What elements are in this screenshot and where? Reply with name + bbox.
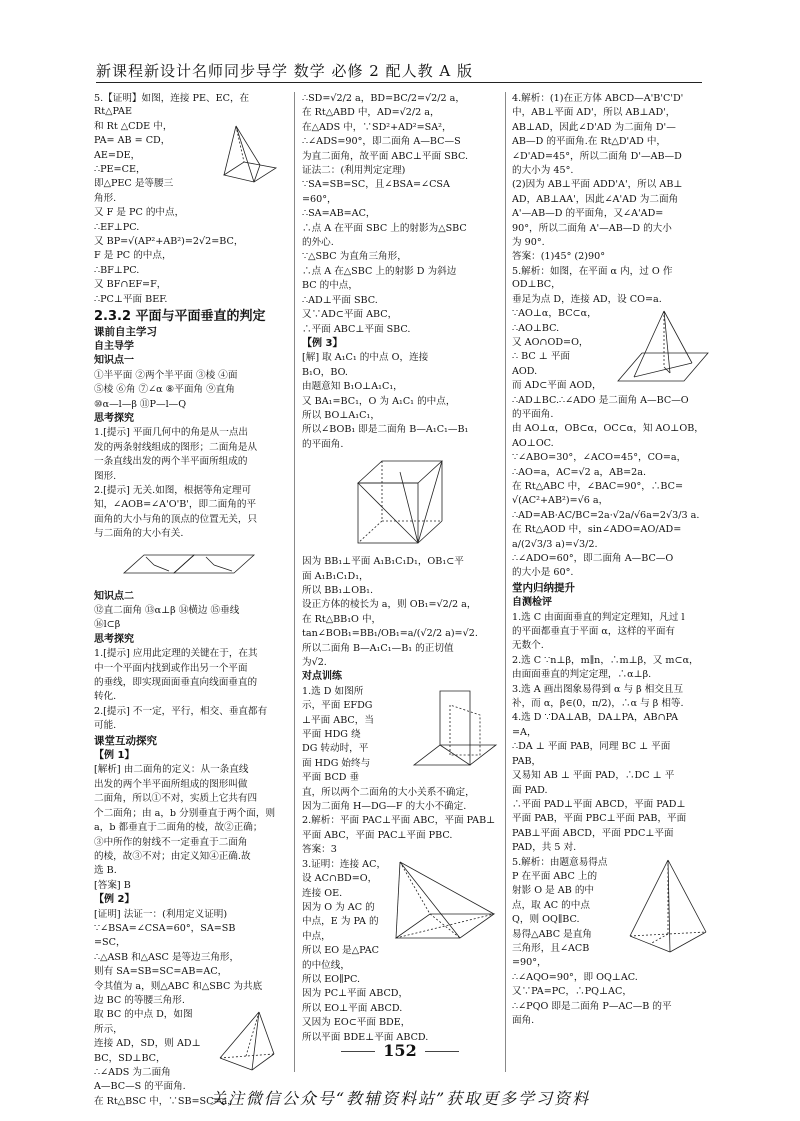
text-line: =60°， (302, 193, 337, 205)
text-line: 的垂线，即实现面面垂直向线面垂直的 (94, 677, 258, 689)
text-line: ⑩α—l—β ⑪P—l—Q (94, 398, 187, 410)
text-line: Q，则 OQ∥BC. (512, 914, 580, 926)
heading-think2: 思考探究 (94, 633, 134, 645)
text-line: 4.解析：(1)在正方体 ABCD—A'B'C'D' (512, 93, 684, 104)
text-line: AO⊥OC. (512, 437, 554, 449)
text-line: 所以平面 BDE⊥平面 ABCD. (302, 1031, 429, 1043)
text-line: 的外心. (302, 237, 334, 249)
heading-self-check: 自测检评 (512, 597, 552, 609)
text-line: 3.证明：连接 AC， (302, 858, 387, 870)
text-line: 所以 BO⊥A₁C₁， (302, 409, 380, 421)
text-line: 又 BP=√(AP²+AB²)=2√2=BC， (94, 236, 244, 248)
text-line: 的平面角. (512, 408, 554, 420)
text-line: 中一个平面内找到或作出另一个平面 (94, 662, 248, 674)
text-line: [解析] 由二面角的定义：从一条直线 (94, 764, 249, 776)
text-line: ∵∠ABO=30°，∠ACO=45°，CO=a， (512, 452, 687, 464)
text-line: AE=DE， (94, 149, 141, 161)
text-line: PAD，共 5 对. (512, 842, 577, 854)
heading-example-3: 【例 3】 (302, 337, 343, 349)
text-line: =SC， (94, 937, 126, 949)
text-line: 又 BF∩EF=F， (94, 279, 167, 291)
text-line: 平面 PAB，平面 PBC⊥平面 PAB，平面 (512, 813, 687, 825)
text-line: 点，取 AC 的中点 (512, 899, 590, 911)
text-line: 在 Rt△BB₁O 中， (302, 613, 382, 625)
text-line: 1.选 D 如图所 (302, 685, 364, 697)
text-line: 所示， (94, 1023, 123, 1035)
text-line: ⑯l⊂β (94, 619, 121, 631)
text-line: 图形. (94, 470, 117, 482)
text-line: ∴AO⊥BC. (512, 322, 560, 334)
text-line: B₁O，BO. (302, 366, 348, 378)
text-line: ∵△SBC 为直角三角形， (302, 251, 407, 263)
text-line: 由 AO⊥α，OB⊂α，OC⊂α，知 AO⊥OB， (512, 423, 704, 435)
text-line: 的平面都垂直于平面 α，这样的平面有 (512, 626, 676, 638)
triangle-pyramid-figure (624, 856, 710, 956)
page-number (0, 1041, 800, 1060)
text-line: 因为 BB₁⊥平面 A₁B₁C₁D₁，OB₁⊂平 (302, 556, 464, 568)
text-line: PAB⊥平面 ABCD，平面 PDC⊥平面 (512, 827, 674, 839)
text-line: =A， (512, 726, 537, 738)
text-line: 转化. (94, 691, 117, 703)
text-line: ∴点 A 在△SBC 上的射影 D 为斜边 (302, 265, 457, 277)
text-line: ∴∠ADS=90°，即二面角 A—BC—S (302, 136, 461, 148)
text-line: 所以 EO 是△PAC (302, 945, 379, 957)
text-line: 和 Rt △CDE 中， (94, 120, 173, 132)
text-line: [证明] 法证一：(利用定义证明) (94, 908, 228, 920)
text-line: 个二面角；由 a，b 分别垂直于两个面，则 (94, 807, 276, 819)
text-line: 由题意知 B₁O⊥A₁C₁， (302, 381, 403, 393)
text-line: ∴DA ⊥ 平面 PAB，同理 BC ⊥ 平面 (512, 741, 671, 753)
drill-3-block (302, 858, 500, 972)
heading-kp2: 知识点二 (94, 590, 134, 602)
text-line: ⑫直二面角 ⑬α⊥β ⑭横边 ⑮垂线 (94, 605, 240, 616)
text-line: [解] 取 A₁C₁ 的中点 O，连接 (302, 352, 429, 364)
text-line: 的平面角. (302, 438, 344, 450)
text-line: 在△ADS 中，∵SD²+AD²=SA²， (302, 121, 452, 133)
text-line: 又 AO∩OD=O， (512, 336, 589, 348)
text-line: 的大小是 60°. (512, 567, 574, 579)
text-line: 5.【证明】如图，连接 PE、EC，在Rt△PAE (94, 93, 250, 118)
column-divider (294, 92, 295, 1072)
header-title: 新课程新设计名师同步导学 数学 必修 2 配人教 A 版 (96, 62, 473, 80)
heading-classroom: 课堂互动探究 (94, 734, 157, 747)
text-line: ∴AD⊥平面 SBC. (302, 294, 378, 306)
text-line: 由面面垂直的判定定理，∴α⊥β. (512, 669, 652, 681)
text-line: 与二面角的大小有关. (94, 528, 184, 540)
text-line: ∴点 A 在平面 SBC 上的射影为△SBC (302, 222, 467, 234)
page-number-dash (341, 1051, 375, 1052)
plane-alpha-figure (614, 307, 710, 389)
text-line: 平面 BCD 垂 (302, 772, 360, 784)
text-line: 连接 AD，SD，则 AD⊥ (94, 1038, 201, 1050)
text-line: ∵SA=SB=SC，且∠BSA=∠CSA (302, 179, 450, 191)
page-header (96, 60, 702, 83)
column-divider (505, 92, 506, 1072)
text-line: 2.[提示] 不一定，平行，相交、垂直都有 (94, 705, 268, 717)
heading-example-2: 【例 2】 (94, 894, 135, 906)
text-line: 面角. (512, 1015, 535, 1026)
text-line: 的中位线， (302, 959, 350, 971)
planes-figure (410, 685, 500, 777)
text-line: 因为 PC⊥平面 ABCD， (302, 988, 409, 1000)
text-line: 则有 SA=SB=SC=AB=AC， (94, 966, 228, 978)
cube-figure (346, 453, 456, 553)
text-line: 射影 O 是 AB 的中 (512, 885, 595, 897)
text-line: BC 的中点， (302, 280, 358, 292)
text-line: 在 Rt△ABC 中，∠BAC=90°，∴BC= (512, 480, 684, 492)
text-line: 又 F 是 PC 的中点， (94, 207, 185, 219)
text-line: 即△PEC 是等腰三 (94, 178, 174, 190)
text-line: ⊥平面 ABC，当 (302, 714, 374, 726)
text-line: AD，AB⊥AA'，因此∠A'AD 为二面角 (512, 193, 679, 205)
text-line: PA= AB = CD， (94, 135, 171, 147)
text-line: 在 Rt△AOD 中，sin∠ADO=AO/AD= (512, 524, 682, 536)
text-line: ∠D'AD=45°，所以二面角 D'—AB—D (512, 150, 682, 162)
text-line: 面 HDG 始终与 (302, 757, 371, 769)
text-line: 3.选 A 画出图象易得到 α 与 β 相交且互 (512, 683, 684, 695)
text-line: 为√2. (302, 657, 327, 668)
heading-think1: 思考探究 (94, 412, 134, 424)
heading-example-1: 【例 1】 (94, 750, 135, 762)
text-line: BC，SD⊥BC， (94, 1052, 166, 1064)
text-line: 2.解析：平面 PAC⊥平面 ABC，平面 PAB⊥ (302, 815, 496, 827)
heading-pre-study: 课前自主学习 (94, 325, 157, 338)
heading-drill: 对点训练 (302, 671, 342, 683)
pyramid-figure (214, 120, 284, 190)
text-line: 1.[提示] 应用此定理的关键在于，在其 (94, 648, 258, 660)
text-line: 在 Rt△BSC 中，∵SB=SC=a， (94, 1095, 237, 1107)
text-line: ∵∠BSA=∠CSA=60°，SA=SB (94, 922, 236, 934)
text-line: tan∠BOB₁=BB₁/OB₁=a/(√2/2 a)=√2. (302, 628, 478, 640)
text-line: ①半平面 ②两个半平面 ③棱 ④面 (94, 369, 238, 381)
text-line: 边 BC 的等腰三角形. (94, 994, 185, 1006)
text-line: 连接 OE. (302, 887, 343, 899)
text-line: ∴PC⊥平面 BEF. (94, 293, 168, 305)
text-line: (2)因为 AB⊥平面 ADD'A'，所以 AB⊥ (512, 179, 683, 191)
text-line: 平面 ABC，平面 PAC⊥平面 PBC. (302, 829, 453, 841)
text-line: 因为 O 为 AC 的 (302, 901, 375, 913)
text-line: 面 PAD. (512, 784, 548, 796)
text-line: 示，平面 EFDG (302, 700, 373, 712)
text-line: 无数个. (512, 640, 544, 652)
text-line: 答案：(1)45° (2)90° (512, 251, 606, 263)
text-line: 2.[提示] 无关.如图，根据等角定理可 (94, 484, 252, 496)
text-line: ∴平面 PAD⊥平面 ABCD，平面 PAD⊥ (512, 798, 686, 810)
text-line: ∴平面 ABC⊥平面 SBC. (302, 323, 411, 335)
text-line: 所以 EO⊥平面 ABCD. (302, 1002, 403, 1014)
text-line: ∴ BC ⊥ 平面 (512, 351, 571, 363)
text-line: P 在平面 ABC 上的 (512, 870, 598, 882)
text-line: ∴AD⊥BC.∴∠ADO 是二面角 A—BC—O (512, 394, 689, 406)
text-line: 令其值为 a，则△ABC 和△SBC 为共底 (94, 980, 263, 992)
text-line: 中点，E 为 PA 的 (302, 916, 379, 928)
answer-5-block (94, 92, 284, 306)
text-line: ∴EF⊥PC. (94, 221, 140, 233)
section-title: 2.3.2 平面与平面垂直的判定 (94, 309, 266, 325)
text-line: 面角的大小与角的顶点的位置无关，只 (94, 513, 258, 525)
text-line: 又因为 EO⊂平面 BDE， (302, 1017, 411, 1029)
text-line: 选 B. (94, 865, 117, 877)
text-line: ∴∠ADS 为二面角 (94, 1067, 171, 1078)
text-line: A—BC—S 的平面角. (94, 1081, 186, 1093)
text-line: ⑤棱 ⑥角 ⑦∠α ⑧平面角 ⑨直角 (94, 384, 235, 396)
text-line: 1.选 C 由面面垂直的判定定理知，凡过 l (512, 611, 685, 623)
heading-kp1: 知识点一 (94, 355, 134, 367)
text-line: 而 AD⊂平面 AOD， (512, 380, 602, 392)
text-line: 的棱，故③不对；由定义知④正确.故 (94, 850, 251, 862)
text-line: 可能. (94, 720, 117, 732)
text-line: ∴AD=AB·AC/BC=2a·√2a/√6a=2√3/3 a. (512, 509, 700, 521)
text-line: 平面 HDG 绕 (302, 729, 361, 741)
drill-block (302, 685, 500, 785)
answer-5-body (94, 120, 284, 306)
text-line: 的大小为 45°. (512, 165, 574, 177)
footer-note: 关注微信公众号“教辅资料站”获取更多学习资料 (209, 1089, 591, 1108)
text-line: 易得△ABC 是直角 (512, 928, 592, 940)
text-line: [答案] B (94, 879, 131, 891)
pyramid-abcd-figure (390, 858, 500, 950)
text-line: ∴∠ADO=60°，即二面角 A—BC—O (512, 553, 674, 564)
text-line: ∴BF⊥PC. (94, 264, 140, 276)
page-number-text: 152 (383, 1041, 417, 1060)
text-line: 答案：3 (302, 844, 337, 856)
text-line: 为 90°. (512, 237, 545, 249)
text-line: 证法二：(利用判定定理) (302, 165, 406, 177)
answer-5-col3-block (512, 307, 710, 378)
text-line: PAB， (512, 755, 542, 767)
text-line: 90°，所以二面角 A'—AB—D 的大小 (512, 222, 672, 234)
column-right (512, 92, 710, 1028)
text-line: 出发的两个半平面所组成的图形叫做 (94, 778, 248, 790)
text-line: ∴△ASB 和△ASC 是等边三角形， (94, 951, 240, 963)
text-line: 2.选 C ∵n⊥β，m∥n，∴m⊥β，又 m⊂α， (512, 654, 699, 666)
text-line: 垂足为点 D，连接 AD，设 CO=a. (512, 293, 662, 305)
text-line: 二面角，所以①不对，实质上它共有四 (94, 793, 258, 805)
text-line: ∵AO⊥α，BC⊂α， (512, 308, 597, 320)
text-line: 中点， (302, 930, 331, 942)
text-line: 补，而 α，β∈(0，π/2)，∴α 与 β 相等. (512, 698, 684, 710)
text-line: 所以 BB₁⊥OB₁. (302, 584, 374, 596)
text-line: 所以∠BOB₁ 即是二面角 B—A₁C₁—B₁ (302, 424, 469, 436)
text-line: 设 AC∩BD=O， (302, 873, 378, 885)
text-line: ∴SA=AB=AC， (302, 208, 376, 220)
text-line: A'—AB—D 的平面角，又∠A'AD= (512, 208, 664, 220)
text-line: F 是 PC 的中点， (94, 250, 172, 262)
text-line: 又∵PA=PC，∴PQ⊥AC， (512, 986, 632, 998)
text-line: 取 BC 的中点 D，如图 (94, 1009, 193, 1021)
text-line: 三角形，且∠ACB (512, 942, 590, 954)
text-line: 又 BA₁=BC₁，O 为 A₁C₁ 的中点， (302, 395, 456, 407)
text-line: 在 Rt△ABD 中，AD=√2/2 a， (302, 107, 440, 119)
column-left (94, 92, 284, 1109)
text-line: ∴∠AQO=90°，即 OQ⊥AC. (512, 971, 638, 983)
page-number-dash (425, 1051, 459, 1052)
text-line: 1.[提示] 平面几何中的角是从一点出 (94, 427, 249, 439)
text-line: 知，∠AOB=∠A'O'B'，即二面角的平 (94, 499, 257, 511)
text-line: 4.选 D ∵DA⊥AB，DA⊥PA，AB∩PA (512, 712, 679, 724)
text-line: ③中所作的射线不一定垂直于二面角 (94, 836, 248, 848)
text-line: =90°， (512, 957, 547, 969)
text-line: ∴SD=√2/2 a，BD=BC/2=√2/2 a， (302, 93, 465, 104)
column-middle (302, 92, 500, 1045)
text-line: 为直二面角，故平面 ABC⊥平面 SBC. (302, 150, 468, 162)
heading-summary: 堂内归纳提升 (512, 581, 575, 594)
dihedral-angle-figure (114, 543, 264, 588)
text-line: 所以 EO∥PC. (302, 973, 361, 985)
text-line: 又∵AD⊂平面 ABC， (302, 309, 398, 321)
text-line: a，b 都垂直于二面角的棱，故②正确； (94, 822, 263, 834)
heading-self-guide: 自主导学 (94, 340, 134, 352)
text-line: 发的两条射线组成的图形；二面角是从 (94, 441, 258, 453)
check-5-block (512, 856, 710, 970)
text-line: 中，AB⊥平面 AD'，所以 AB⊥AD'， (512, 107, 676, 119)
text-line: 5.解析：由题意易得点 (512, 856, 608, 868)
text-line: 一条直线出发的两个半平面所组成的 (94, 456, 248, 468)
text-line: 设正方体的棱长为 a，则 OB₁=√2/2 a， (302, 599, 477, 611)
text-line: DG 转动时，平 (302, 743, 369, 755)
text-line: 又易知 AB ⊥ 平面 PAD，∴DC ⊥ 平 (512, 770, 675, 782)
text-line: 直，所以两个二面角的大小关系不确定， (302, 786, 475, 798)
text-line: ∴PE=CE， (94, 164, 146, 176)
text-line: 5.解析：如图，在平面 α 内，过 O 作 OD⊥BC， (512, 265, 673, 291)
text-line: 因为二面角 H—DG—F 的大小不确定. (302, 801, 467, 813)
text-line: ∴AO=a，AC=√2 a，AB=2a. (512, 466, 647, 478)
text-line: √(AC²+AB²)=√6 a， (512, 495, 609, 507)
text-line: 面 A₁B₁C₁D₁， (302, 570, 369, 582)
text-line: AB—D 的平面角.在 Rt△D'AD 中， (512, 136, 667, 148)
text-line: AOD. (512, 365, 538, 377)
text-line: 所以二面角 B—A₁C₁—B₁ 的正切值 (302, 642, 454, 654)
text-line: AB⊥AD，因此∠D'AD 为二面角 D'— (512, 121, 676, 133)
text-line: 角形. (94, 192, 117, 204)
text-line: ∴∠PQO 即是二面角 P—AC—B 的平 (512, 1000, 672, 1012)
text-line: a/(2√3/3 a)=√3/2. (512, 538, 598, 550)
